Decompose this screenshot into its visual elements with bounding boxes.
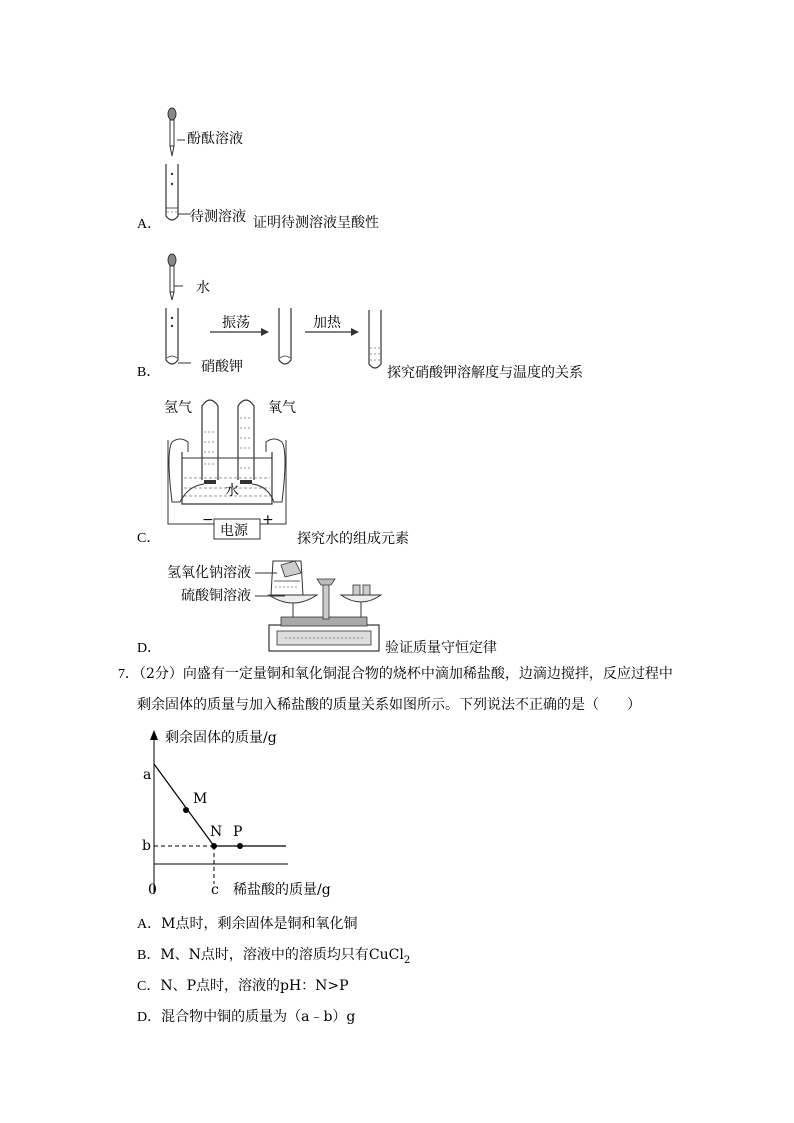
label-leader-lines: [255, 558, 295, 608]
graph-xlabel: 稀盐酸的质量/g: [233, 882, 331, 898]
point-a-label: a: [143, 767, 152, 783]
water-label: 水: [196, 280, 210, 296]
option-c-purpose: 探究水的组成元素: [297, 531, 409, 547]
answer-letter: B．: [137, 948, 161, 963]
answer-text: M、N点时，溶液中的溶质均只有CuCl: [160, 947, 404, 963]
answer-letter: D．: [137, 1010, 162, 1025]
power-source-label: 电源: [220, 523, 248, 539]
option-b-letter: B．: [137, 365, 161, 380]
question-number: 7．: [118, 667, 139, 682]
answer-text: M点时，剩余固体是铜和氧化铜: [161, 916, 358, 932]
point-p-label: P: [233, 824, 243, 840]
question-score: （2分）: [139, 666, 183, 682]
water-trough-label: 水: [225, 483, 239, 499]
positive-terminal: +: [262, 512, 274, 528]
dissolution-experiment-icon: [155, 248, 395, 378]
question-stem-1: 向盛有一定量铜和氧化铜混合物的烧杯中滴加稀盐酸，边滴边搅拌，反应过程中: [182, 666, 673, 682]
question-7-line-1: [118, 658, 673, 691]
answer-text: 混合物中铜的质量为（a﹣b）g: [161, 1009, 356, 1025]
answer-option-c[interactable]: [137, 970, 349, 1003]
test-solution-label: 待测溶液: [190, 209, 246, 225]
negative-terminal: −: [202, 512, 214, 528]
graph-ylabel: 剩余固体的质量/g: [165, 730, 277, 746]
dropper-and-tube-a-icon: [155, 100, 195, 230]
answer-letter: A．: [137, 917, 162, 932]
phenolphthalein-label: 酚酞溶液: [187, 131, 243, 147]
question-stem-2: 剩余固体的质量与加入稀盐酸的质量关系如图所示。下列说法不正确的是（ ）: [137, 697, 641, 713]
option-b-purpose: 探究硝酸钾溶解度与温度的关系: [387, 365, 583, 381]
mass-graph: [138, 724, 358, 904]
option-a-letter: A．: [137, 217, 162, 232]
option-d-purpose: 验证质量守恒定律: [385, 640, 497, 656]
point-c-label: c: [211, 882, 219, 898]
naoh-solution-label: 氢氧化钠溶液: [167, 565, 251, 581]
option-d-letter: D．: [137, 641, 162, 656]
answer-text: N、P点时，溶液的pH：N>P: [160, 978, 349, 994]
option-a-purpose: 证明待测溶液呈酸性: [253, 215, 379, 231]
option-c-letter: C．: [137, 531, 161, 546]
point-n-label: N: [210, 824, 223, 840]
heat-arrow-label: 加热: [313, 315, 341, 331]
potassium-nitrate-label: 硝酸钾: [201, 359, 243, 375]
subscript: 2: [403, 954, 411, 966]
shake-arrow-label: 振荡: [222, 315, 250, 331]
answer-option-a[interactable]: [137, 908, 357, 941]
origin-label: 0: [148, 882, 157, 898]
hydrogen-label: 氢气: [164, 400, 192, 416]
point-m-label: M: [193, 791, 208, 807]
answer-option-d[interactable]: [137, 1001, 355, 1034]
cuso4-solution-label: 硫酸铜溶液: [181, 588, 251, 604]
point-b-label: b: [142, 838, 151, 854]
answer-letter: C．: [137, 979, 161, 994]
oxygen-label: 氧气: [268, 400, 296, 416]
